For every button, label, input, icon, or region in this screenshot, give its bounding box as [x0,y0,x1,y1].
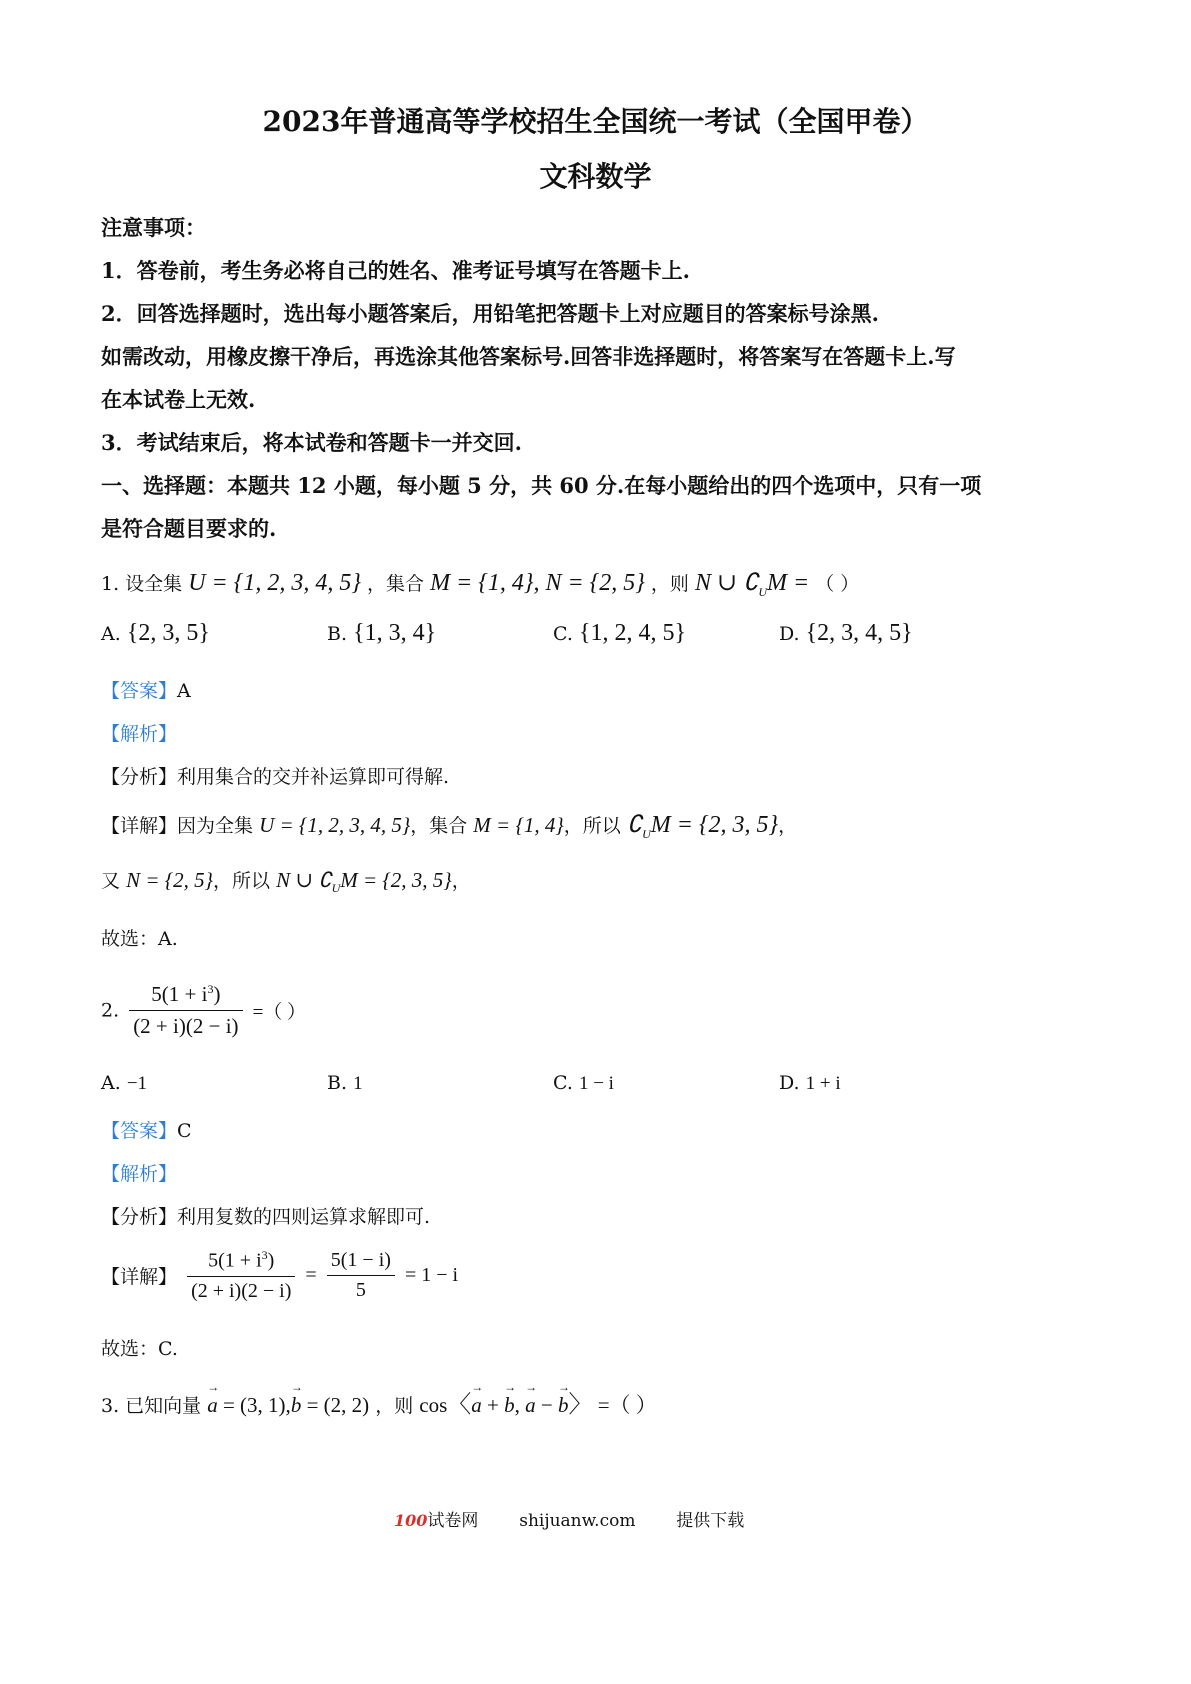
q2-answer: 【答案】C [101,1120,192,1142]
q1-option-c: C. {1, 2, 4, 5} [553,620,686,646]
download-text: 提供下载 [676,1511,745,1531]
page-title: 2023年普通高等学校招生全国统一考试（全国甲卷） [262,105,929,138]
q2-option-d: D. 1 + i [779,1072,841,1094]
q2-option-b: B. 1 [327,1072,363,1094]
notice-heading: 注意事项： [101,215,206,240]
q2-detail: 【详解】 $\frac{5(1 + i^3)}{(2 + i)(2 - i)}$ = $\frac{5(1 - i)}{5}$ = 1 − i [101,1248,459,1302]
notice-item-2: 2．回答选择题时，选出每小题答案后，用铅笔把答题卡上对应题目的答案标号涂黑. [101,301,879,326]
q1-sets-mn: M = {1, 4}, N = {2, 5} [430,570,645,596]
page-subtitle: 文科数学 [539,160,652,193]
q1-detail-line-2: 又 N = {2, 5}，所以 N ∪ $∁_UM = \{2$, 3, 5}， [101,868,471,896]
notice-item-2-cont-2: 在本试卷上无效. [101,387,256,412]
site-name: 试卷网 [427,1511,479,1531]
q1-mid-1: ，集合 [367,573,425,595]
q1-conclusion: 故选：A. [101,928,178,950]
question-1-stem [101,568,859,600]
section-heading-line-2: 是符合题目要求的. [101,516,277,541]
notice-item-2-cont-1: 如需改动，用橡皮擦干净后，再选涂其他答案标号.回答非选择题时，将答案写在答题卡上.写 [101,344,956,369]
question-3-stem: 3. 已知向量 → a = (3, 1),→ b = (2, 2) ，则 cos〈→ a + → b, → a − → b〉 =（ ） [101,1384,657,1419]
q1-option-d: D. {2, 3, 4, 5} [779,620,913,646]
q1-option-a: A. {2, 3, 5} [101,620,210,646]
q1-universal-set: U = {1, 2, 3, 4, 5} [188,570,361,596]
q1-detail-line-1: 【详解】因为全集 U = {1, 2, 3, 4, 5}，集合 M = {1, 4}，所以 $∁_UM = \{2$, 3, 5}， [101,812,798,841]
q2-analysis-tag: 【解析】 [101,1163,178,1185]
q1-analysis-tag: 【解析】 [101,723,178,745]
q2-option-c: C. 1 − i [553,1072,614,1094]
site-url[interactable]: shijuanw.com [519,1511,636,1531]
q1-answer-paren: （ ） [815,573,860,595]
notice-item-3: 3．考试结束后，将本试卷和答题卡一并交回. [101,430,522,455]
vector-a: → a [207,1393,218,1418]
q1-answer: 【答案】A [101,680,191,702]
q2-conclusion: 故选：C. [101,1338,178,1360]
q1-prefix: 1. 设全集 [101,573,183,595]
q1-option-b: B. {1, 3, 4} [327,620,437,646]
q1-mid-2: ，则 [650,573,689,595]
q1-fenxi: 【分析】利用集合的交并补运算即可得解. [101,766,450,788]
q1-expression: N ∪ $∁_UM$ = [694,570,810,599]
question-2-stem: 2. $\frac{5(1 + i^3)}{(2 + i)(2 - i)}$ =（ ） [101,982,307,1038]
q2-fraction: $\frac{5(1 + i^3)}{(2 + i)(2 - i)}$ [129,982,242,1039]
site-logo: 100 [394,1511,428,1530]
q2-fenxi: 【分析】利用复数的四则运算求解即可. [101,1206,431,1228]
vector-b: → b [291,1393,302,1418]
notice-item-1: 1．答卷前，考生务必将自己的姓名、准考证号填写在答题卡上. [101,258,690,283]
section-heading-line-1: 一、选择题：本题共 12 小题，每小题 5 分，共 60 分.在每小题给出的四个选项中，只有一项 [101,473,982,498]
footer [394,1506,744,1531]
q2-option-a: A. −1 [101,1072,148,1094]
